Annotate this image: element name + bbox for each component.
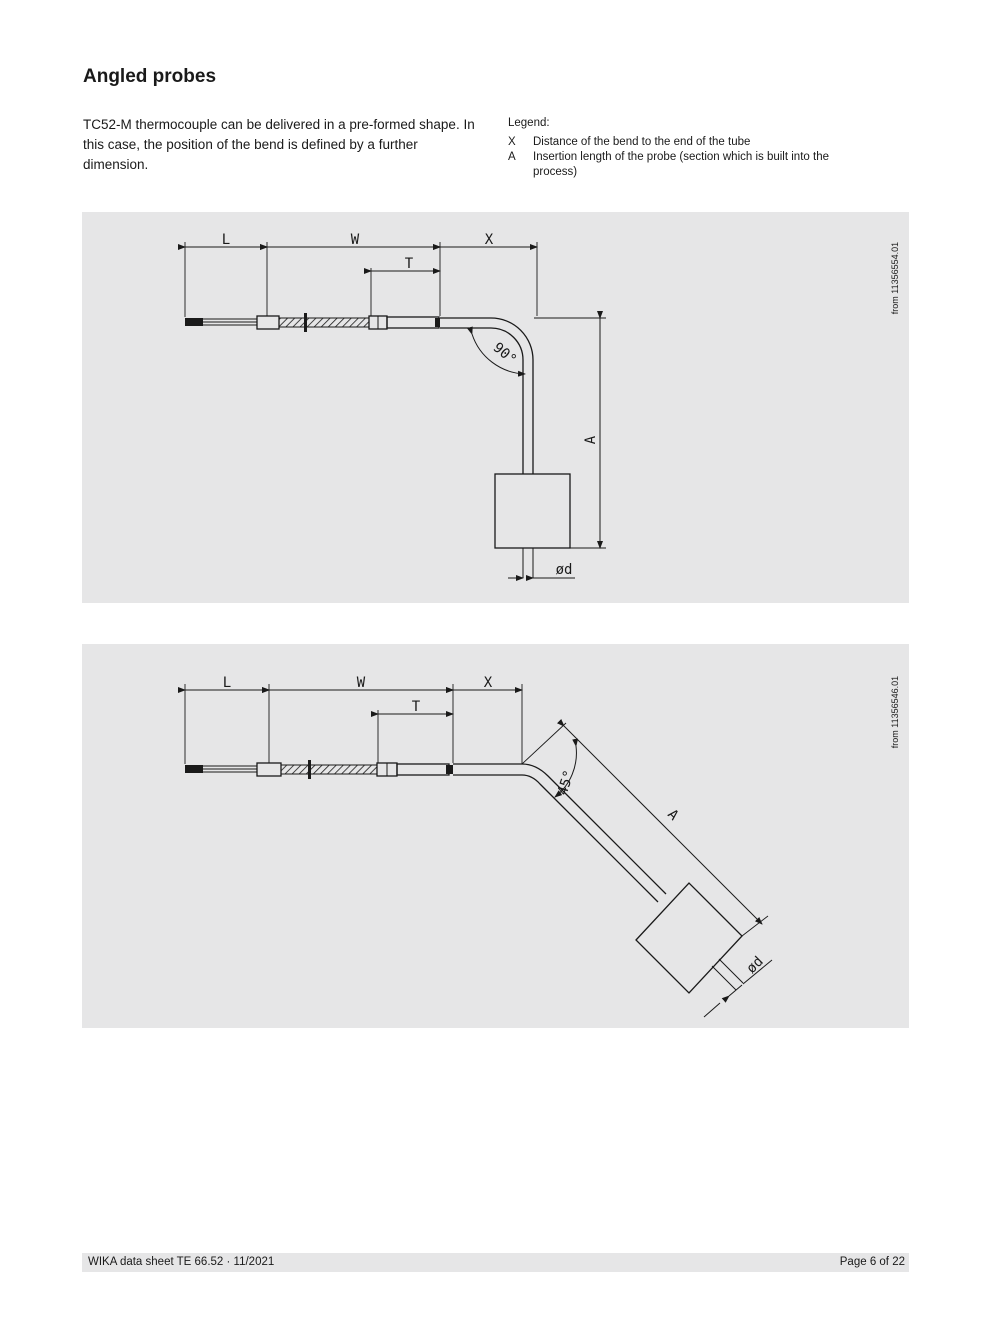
dim-label-t: T (404, 256, 414, 272)
legend-desc: Insertion length of the probe (section which is built into the process) (533, 151, 829, 178)
section-title: Angled probes (83, 66, 217, 87)
dimension-lines (185, 684, 772, 1017)
legend-heading: Legend: (508, 117, 550, 129)
dim-label-w: W (350, 232, 360, 248)
dim-label-diameter: ød (555, 562, 573, 578)
legend-item-x (508, 135, 833, 150)
probe-90-drawing (82, 212, 909, 603)
page-footer (82, 1253, 909, 1272)
dimension-lines (185, 242, 606, 578)
probe-body (185, 760, 743, 993)
legend-desc: Distance of the bend to the end of the tube (533, 136, 751, 148)
footer-doc-id: WIKA data sheet TE 66.52 · 11/2021 (88, 1256, 275, 1268)
legend-item-a (508, 150, 833, 180)
dim-label-t: T (411, 699, 421, 715)
dim-label-x: X (484, 232, 494, 248)
dim-label-x: X (483, 675, 493, 691)
dim-label-a: A (583, 435, 599, 445)
dim-label-l: L (221, 232, 231, 248)
dim-label-l: L (222, 675, 232, 691)
dim-label-diameter: ød (743, 953, 767, 977)
legend (508, 116, 833, 180)
probe-45-drawing (82, 644, 909, 1028)
drawing-panel-90 (82, 212, 909, 603)
angle-label: 45° (554, 768, 578, 798)
drawing-ref: from 11356546.01 (890, 675, 900, 749)
legend-key: X (508, 136, 516, 148)
intro-text: TC52-M thermocouple can be delivered in a pre-formed shape. In this case, the position of the bend is defined by a further dimension. (83, 117, 475, 172)
dim-label-a: A (664, 806, 682, 824)
legend-key: A (508, 151, 516, 163)
drawing-ref: from 11356554.01 (890, 241, 900, 315)
dim-label-w: W (356, 675, 366, 691)
drawing-panel-45 (82, 644, 909, 1028)
angle-label: 90° (489, 339, 520, 369)
footer-page-number: Page 6 of 22 (839, 1256, 905, 1268)
